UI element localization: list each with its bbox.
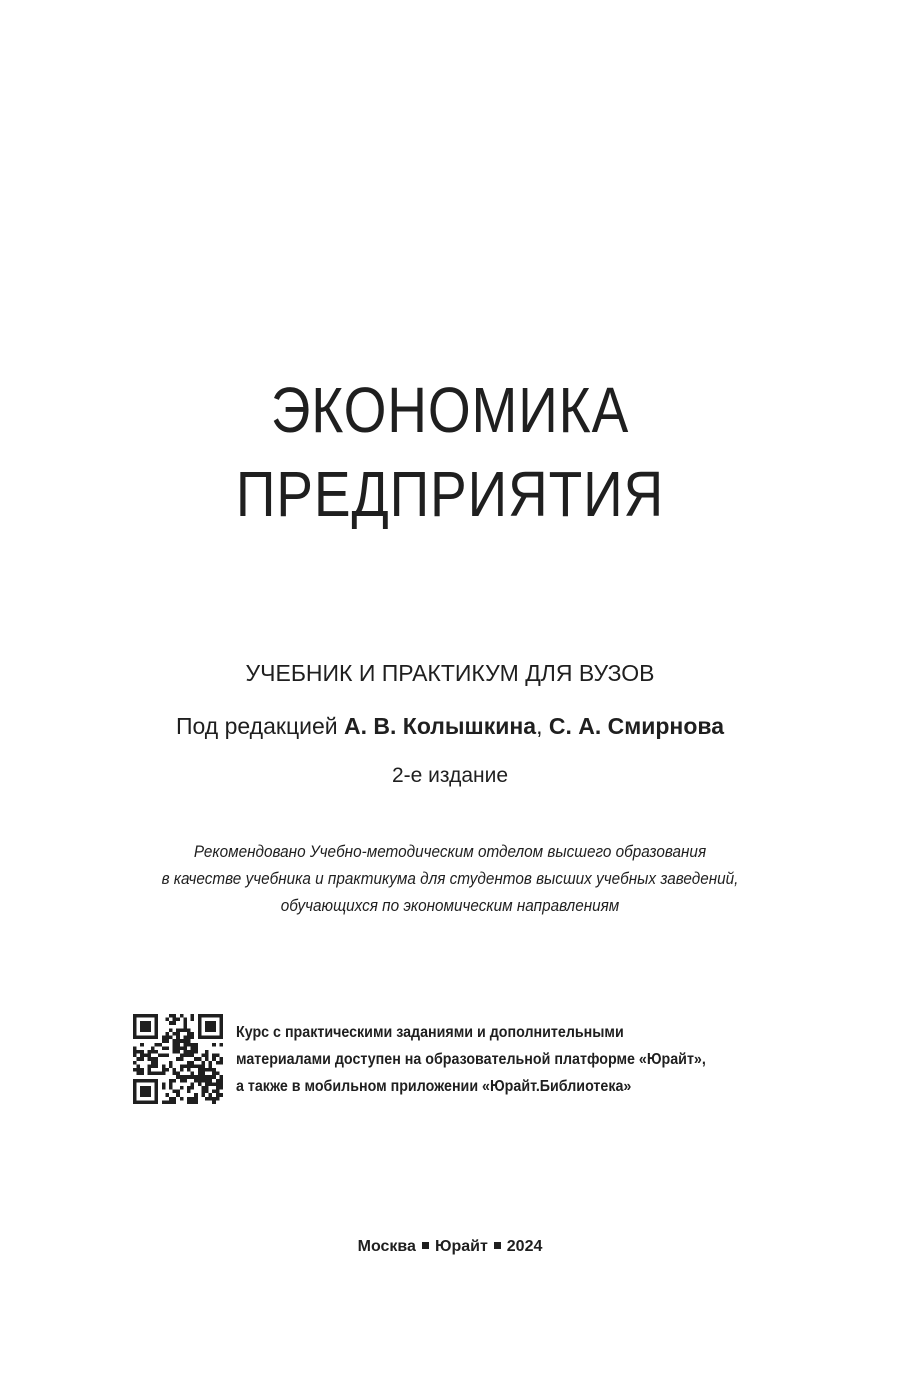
book-subtitle: УЧЕБНИК И ПРАКТИКУМ ДЛЯ ВУЗОВ: [245, 660, 655, 686]
book-title: [0, 368, 900, 536]
editors-prefix: Под редакцией: [175, 713, 338, 739]
title-line-1: ЭКОНОМИКА: [270, 374, 630, 446]
course-info: [236, 1019, 788, 1100]
course-line-2: материалами доступен на образовательной платформе «Юрайт»,: [236, 1051, 706, 1068]
imprint-separator-2: [494, 1242, 501, 1249]
course-line-3: а также в мобильном приложении «Юрайт.Библиотека»: [236, 1078, 632, 1095]
title-line-2: ПРЕДПРИЯТИЯ: [235, 458, 665, 530]
recommendation-text: [45, 838, 855, 919]
imprint-separator-1: [422, 1242, 429, 1249]
imprint-line: [0, 1235, 900, 1259]
editor-name-2: С. А. Смирнова: [548, 713, 725, 739]
recommendation-line-3: обучающихся по экономическим направлениям: [280, 896, 620, 915]
course-line-1: Курс с практическими заданиями и дополнительными: [236, 1024, 624, 1041]
editors-separator: ,: [536, 713, 543, 739]
editor-name-1: А. В. Колышкина: [344, 713, 537, 739]
imprint-year: 2024: [506, 1238, 543, 1255]
qr-code-icon[interactable]: [133, 1014, 223, 1104]
recommendation-line-1: Рекомендовано Учебно-методическим отделом высшего образования: [193, 842, 707, 861]
imprint-publisher: Юрайт: [434, 1238, 488, 1255]
recommendation-line-2: в качестве учебника и практикума для студентов высших учебных заведений,: [161, 869, 739, 888]
editors-line: [0, 709, 900, 743]
edition-label: 2-е издание: [391, 764, 509, 787]
imprint-city: Москва: [357, 1238, 416, 1255]
